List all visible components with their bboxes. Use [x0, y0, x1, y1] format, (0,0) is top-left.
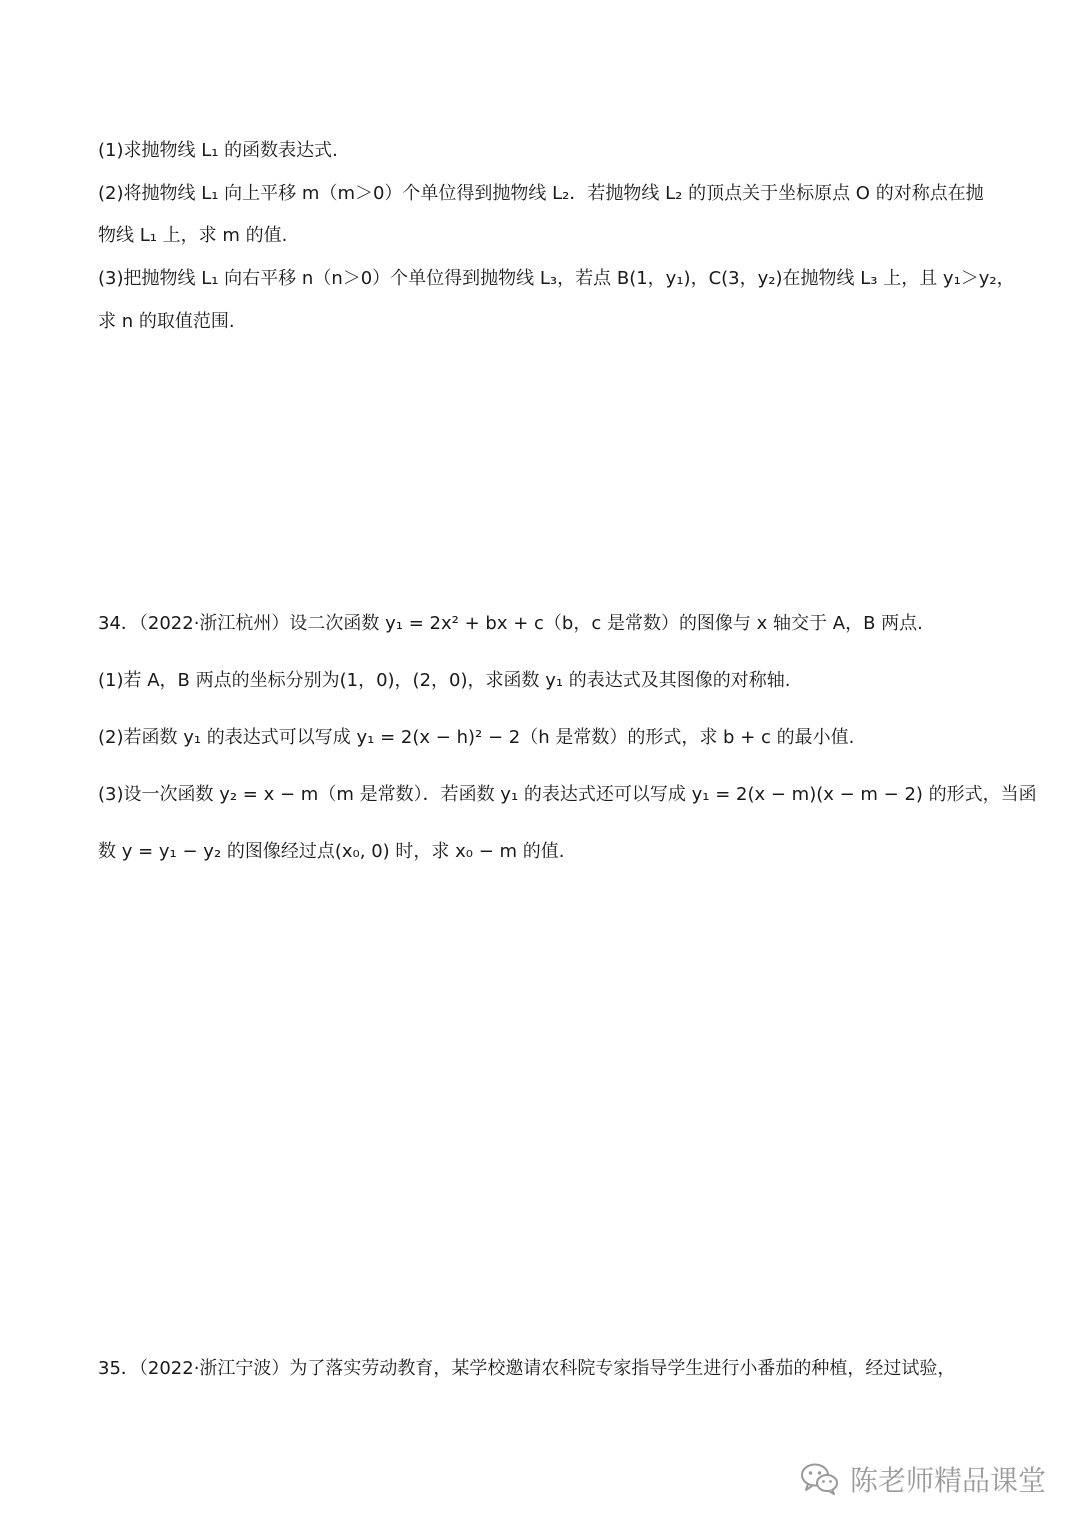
q34-stem: 34．（2022·浙江杭州）设二次函数 y₁ = 2x² + bx + c（b，c 是常数）的图像与 x 轴交于 A，B 两点. [98, 613, 923, 634]
q33-part3-line2: 求 n 的取值范围. [98, 311, 235, 332]
q33-part3-line1: (3)把抛物线 L₁ 向右平移 n（n＞0）个单位得到抛物线 L₃，若点 B(1，y₁)，C(3，y₂)在抛物线 L₃ 上，且 y₁＞y₂， [98, 268, 1015, 289]
watermark-text: 陈老师精品课堂 [849, 1464, 1046, 1497]
q34-part2: (2)若函数 y₁ 的表达式可以写成 y₁ = 2(x − h)² − 2（h 是常数）的形式，求 b + c 的最小值. [98, 727, 855, 748]
wechat-icon [800, 1461, 840, 1497]
q34-part1: (1)若 A，B 两点的坐标分别为(1，0)，(2，0)，求函数 y₁ 的表达式及其图像的对称轴. [98, 670, 791, 691]
q33-part2-line1: (2)将抛物线 L₁ 向上平移 m（m＞0）个单位得到抛物线 L₂．若抛物线 L₂ 的顶点关于坐标原点 O 的对称点在抛 [98, 183, 984, 204]
q33-part2-line2: 物线 L₁ 上，求 m 的值. [98, 225, 288, 246]
q34-part3-line1: (3)设一次函数 y₂ = x − m（m 是常数）．若函数 y₁ 的表达式还可以写成 y₁ = 2(x − m)(x − m − 2) 的形式，当函 [98, 784, 1037, 805]
q33-part1: (1)求抛物线 L₁ 的函数表达式. [98, 140, 338, 161]
watermark [800, 1459, 1046, 1499]
q34-part3-line2: 数 y = y₁ − y₂ 的图像经过点(x₀, 0) 时，求 x₀ − m 的值. [98, 841, 565, 862]
q35-stem: 35．（2022·浙江宁波）为了落实劳动教育，某学校邀请农科院专家指导学生进行小番茄的种植，经过试验， [98, 1358, 956, 1379]
